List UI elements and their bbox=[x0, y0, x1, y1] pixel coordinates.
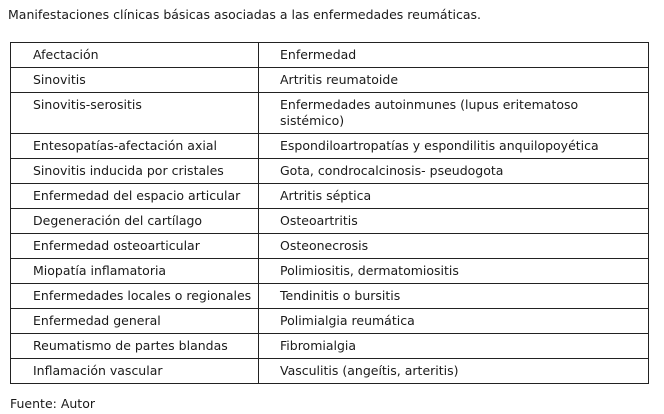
afectacion-cell: Enfermedad osteoarticular bbox=[11, 234, 259, 259]
table-row bbox=[11, 234, 649, 259]
enfermedad-cell: Artritis séptica bbox=[259, 184, 649, 209]
table-row bbox=[11, 309, 649, 334]
table-caption: Manifestaciones clínicas básicas asociadas a las enfermedades reumáticas. bbox=[8, 7, 481, 22]
afectacion-cell: Reumatismo de partes blandas bbox=[11, 334, 259, 359]
enfermedad-cell: Fibromialgia bbox=[259, 334, 649, 359]
rheumatic-diseases-table bbox=[10, 42, 649, 384]
enfermedad-cell: Osteonecrosis bbox=[259, 234, 649, 259]
table-row bbox=[11, 93, 649, 134]
enfermedad-cell: Tendinitis o bursitis bbox=[259, 284, 649, 309]
header-enfermedad: Enfermedad bbox=[259, 43, 649, 68]
source-note: Fuente: Autor bbox=[10, 396, 95, 411]
table-row bbox=[11, 184, 649, 209]
table-row bbox=[11, 259, 649, 284]
afectacion-cell: Sinovitis inducida por cristales bbox=[11, 159, 259, 184]
table-header-row bbox=[11, 43, 649, 68]
afectacion-cell: Entesopatías-afectación axial bbox=[11, 134, 259, 159]
table-row bbox=[11, 134, 649, 159]
enfermedad-cell: Vasculitis (angeítis, arteritis) bbox=[259, 359, 649, 384]
rheumatic-diseases-table-container bbox=[10, 42, 648, 384]
afectacion-cell: Enfermedad general bbox=[11, 309, 259, 334]
afectacion-cell: Sinovitis-serositis bbox=[11, 93, 259, 134]
enfermedad-cell: Osteoartritis bbox=[259, 209, 649, 234]
table-row bbox=[11, 284, 649, 309]
enfermedad-cell: Gota, condrocalcinosis- pseudogota bbox=[259, 159, 649, 184]
table-row bbox=[11, 159, 649, 184]
enfermedad-cell: Polimiositis, dermatomiositis bbox=[259, 259, 649, 284]
header-afectacion: Afectación bbox=[11, 43, 259, 68]
afectacion-cell: Enfermedad del espacio articular bbox=[11, 184, 259, 209]
afectacion-cell: Miopatía inflamatoria bbox=[11, 259, 259, 284]
table-row bbox=[11, 209, 649, 234]
enfermedad-cell: Espondiloartropatías y espondilitis anquilopoyética bbox=[259, 134, 649, 159]
enfermedad-cell: Polimialgia reumática bbox=[259, 309, 649, 334]
table-row bbox=[11, 334, 649, 359]
afectacion-cell: Degeneración del cartílago bbox=[11, 209, 259, 234]
afectacion-cell: Enfermedades locales o regionales bbox=[11, 284, 259, 309]
afectacion-cell: Inflamación vascular bbox=[11, 359, 259, 384]
enfermedad-cell: Enfermedades autoinmunes (lupus eritematoso sistémico) bbox=[259, 93, 649, 134]
enfermedad-cell: Artritis reumatoide bbox=[259, 68, 649, 93]
table-row bbox=[11, 359, 649, 384]
table-row bbox=[11, 68, 649, 93]
afectacion-cell: Sinovitis bbox=[11, 68, 259, 93]
